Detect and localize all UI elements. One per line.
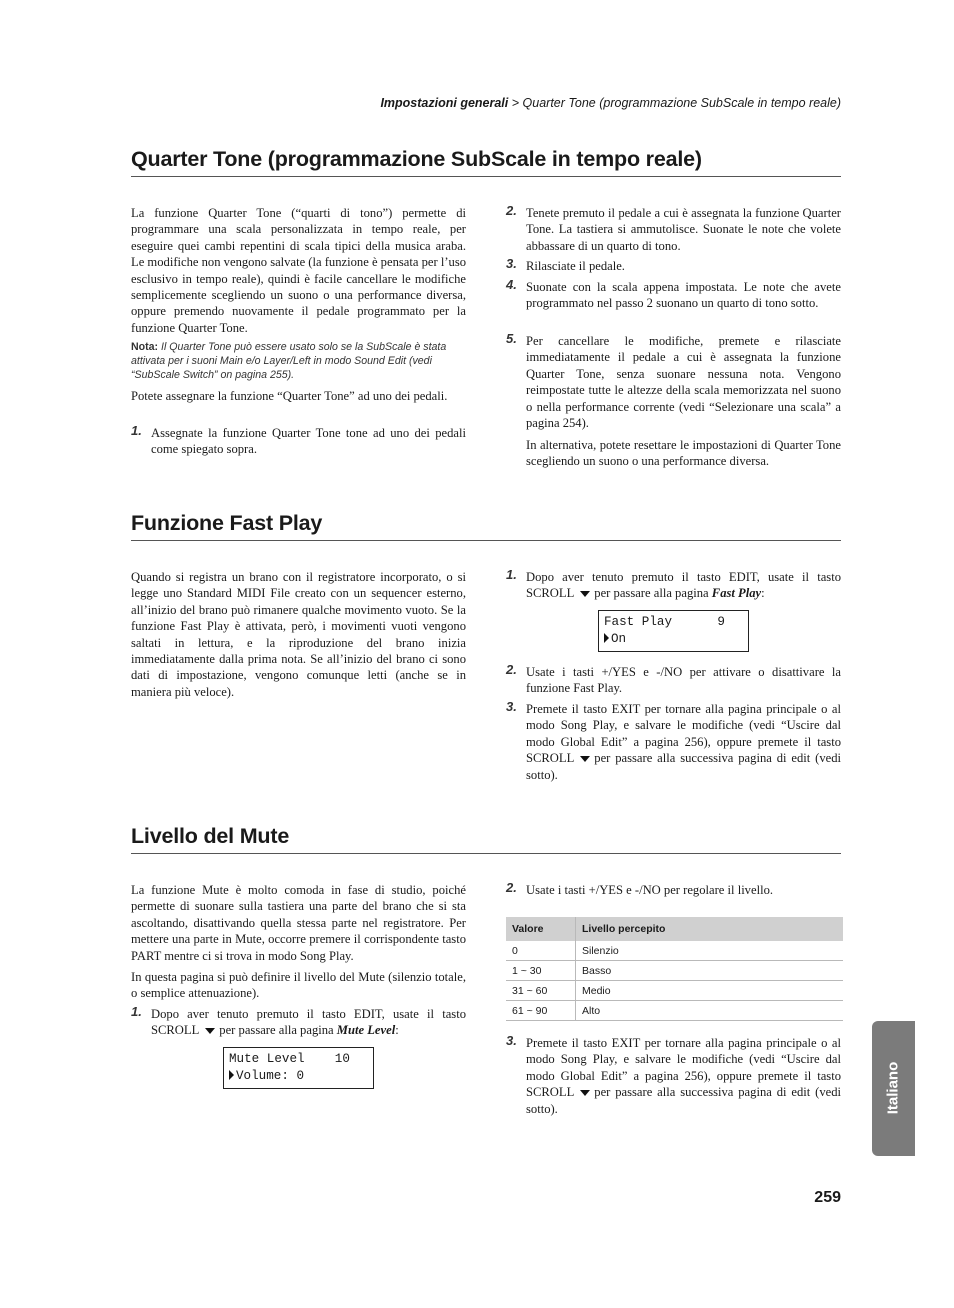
step-number: 1. <box>131 1004 142 1019</box>
step-number: 4. <box>506 277 517 292</box>
step-number: 2. <box>506 880 517 895</box>
step-text <box>526 701 841 783</box>
quarter-tone-note <box>131 340 466 382</box>
step-number: 3. <box>506 699 517 714</box>
language-tab-label: Italiano <box>884 1061 902 1115</box>
table-header-row <box>506 917 843 941</box>
step-text-post: per passare alla pagina <box>594 586 709 601</box>
step-number: 2. <box>506 203 517 218</box>
quarter-tone-alt-text: In alternativa, potete resettare le impostazioni di Quarter Tone scegliendo un suono o una performance diversa. <box>526 438 841 469</box>
step-text: Per cancellare le modifiche, premete e rilasciate immediatamente il pedale a cui è assegnata la funzione Quarter Tone, senza suonare nessuna nota. Vengono reimpostate tutte le altezze della scala memorizzata nel suono o nella performance corrente (vedi “Selezionare una scala” a pagina 254). <box>526 334 841 431</box>
lcd-line-2: On <box>611 632 627 646</box>
step-text-post: per passare alla successiva pagina di edit (vedi sotto). <box>526 751 841 782</box>
step-number: 1. <box>131 423 142 438</box>
step-text <box>151 1006 466 1039</box>
note-label: Nota: <box>131 341 159 353</box>
table-cell: 61 ~ 90 <box>506 1001 576 1021</box>
lcd-line-1: Fast Play 9 <box>604 615 725 629</box>
quarter-tone-intro: La funzione Quarter Tone (“quarti di tono”) permette di programmare una scala personalizzata in tempo reale, per eseguire quei cambi repentini di scala tipici della musica araba. Le modifiche non vengono salvate (la funzione è pensata per l’uso esclusivo in tempo reale), quindi è facile cancellare le modifiche semplicemente scegliendo un suono o una performance diversa, oppure premendo nuovamente il pedale programmato per la funzione Quarter Tone. <box>131 206 467 335</box>
lcd-display-mute-level <box>223 1047 374 1089</box>
step-text: Suonate con la scala appena impostata. Le note che avete programmato nel passo 2 suonano un quarto di tono sotto. <box>526 280 841 311</box>
step-text-pre: Dopo aver tenuto premuto il tasto EDIT, usate il tasto SCROLL <box>151 1007 466 1038</box>
page-name-mute-level: Mute Level <box>336 1023 396 1038</box>
cursor-arrow-icon <box>229 1070 234 1080</box>
step-number: 1. <box>506 567 517 582</box>
header-topic: Quarter Tone (programmazione SubScale in tempo reale) <box>522 96 841 110</box>
note-text: Il Quarter Tone può essere usato solo se la SubScale è stata attivata per i suoni Main e/o Layer/Left in modo Sound Edit (vedi “SubScale Switch” on pagina 255). <box>131 341 447 381</box>
step-text-end: : <box>761 586 765 601</box>
column-header-livello: Livello percepito <box>576 917 844 941</box>
table-row <box>506 961 843 981</box>
lcd-line-2: Volume: 0 <box>236 1069 305 1083</box>
scroll-down-arrow-icon <box>580 1090 590 1096</box>
step-text-pre: Premete il tasto EXIT per tornare alla pagina principale o al modo Song Play, e salvare le modifiche (vedi “Uscire dal modo Global Edit” a pagina 256), oppure premete il tasto SCROLL <box>526 1036 841 1100</box>
step-text: Tenete premuto il pedale a cui è assegnata la funzione Quarter Tone. La tastiera si ammutolisce. Suonate le note che volete abbassare di un quarto di tono. <box>526 206 841 253</box>
mute-intro: La funzione Mute è molto comoda in fase di studio, poiché permette di suonare sulla tastiera una parte del brano che si sta ascoltando, disattivando quella stessa parte nel registratore. Per mettere una parte in Mute, occorre premere il corrispondente tasto PART mentre ci si trova in modo Song Play. <box>131 883 466 963</box>
mute-intro-2: In questa pagina si può definire il livello del Mute (silenzio totale, o semplice attenuazione). <box>131 970 466 1001</box>
mute-level-table <box>506 917 843 1021</box>
page-name-fast-play: Fast Play <box>711 586 762 601</box>
table-cell: 0 <box>506 941 576 961</box>
table-row <box>506 1001 843 1021</box>
step-text-post: per passare alla successiva pagina di edit (vedi sotto). <box>526 1085 841 1116</box>
step-text <box>526 569 841 602</box>
cursor-arrow-icon <box>604 633 609 643</box>
fast-play-intro: Quando si registra un brano con il registratore incorporato, o si legge uno Standard MIDI File creato con un sequencer esterno, all’inizio del brano può rimanere qualche movimento vuoto. Se la funzione Fast Play è attivata, però, i movimenti vuoti vengono saltati in lettura, e la riproduzione del brano inizia immediatamente dalla prima nota. Se all’inizio del brano ci sono dati di impostazione, vengono comunque letti (anche se in maniera più veloce). <box>131 570 466 699</box>
step-number: 3. <box>506 256 517 271</box>
step-text: Usate i tasti +/YES e -/NO per attivare o disattivare la funzione Fast Play. <box>526 665 841 696</box>
table-cell: Basso <box>576 961 844 981</box>
step-text-post: per passare alla pagina <box>219 1023 334 1038</box>
page-number: 259 <box>814 1189 841 1206</box>
step-text <box>526 1035 841 1117</box>
quarter-tone-pedal-text: Potete assegnare la funzione “Quarter Tone” ad uno dei pedali. <box>131 389 448 403</box>
lcd-line-1: Mute Level 10 <box>229 1052 350 1066</box>
column-header-valore: Valore <box>506 917 576 941</box>
section-title-mute-level: Livello del Mute <box>131 823 841 854</box>
step-number: 2. <box>506 662 517 677</box>
step-text: Usate i tasti +/YES e -/NO per regolare il livello. <box>526 883 774 897</box>
lcd-display-fast-play <box>598 610 749 652</box>
table-cell: Medio <box>576 981 844 1001</box>
table-cell: Silenzio <box>576 941 844 961</box>
table-cell: 1 ~ 30 <box>506 961 576 981</box>
header-section: Impostazioni generali <box>380 96 509 110</box>
section-title-quarter-tone: Quarter Tone (programmazione SubScale in tempo reale) <box>131 146 841 177</box>
scroll-down-arrow-icon <box>580 591 590 597</box>
step-number: 5. <box>506 331 517 346</box>
running-header <box>131 96 841 110</box>
step-text: Assegnate la funzione Quarter Tone tone ad uno dei pedali come spiegato sopra. <box>151 426 466 457</box>
scroll-down-arrow-icon <box>580 756 590 762</box>
table-cell: 31 ~ 60 <box>506 981 576 1001</box>
scroll-down-arrow-icon <box>205 1028 215 1034</box>
table-row <box>506 981 843 1001</box>
step-text-pre: Dopo aver tenuto premuto il tasto EDIT, usate il tasto SCROLL <box>526 570 841 601</box>
table-row <box>506 941 843 961</box>
step-text-end: : <box>395 1023 399 1038</box>
step-text-pre: Premete il tasto EXIT per tornare alla pagina principale o al modo Song Play, e salvare le modifiche (vedi “Uscire dal modo Global Edit” a pagina 256), oppure premete il tasto SCROLL <box>526 702 841 766</box>
step-text: Rilasciate il pedale. <box>526 259 625 273</box>
step-number: 3. <box>506 1033 517 1048</box>
table-cell: Alto <box>576 1001 844 1021</box>
section-title-fast-play: Funzione Fast Play <box>131 510 841 541</box>
header-separator: > <box>511 96 520 110</box>
